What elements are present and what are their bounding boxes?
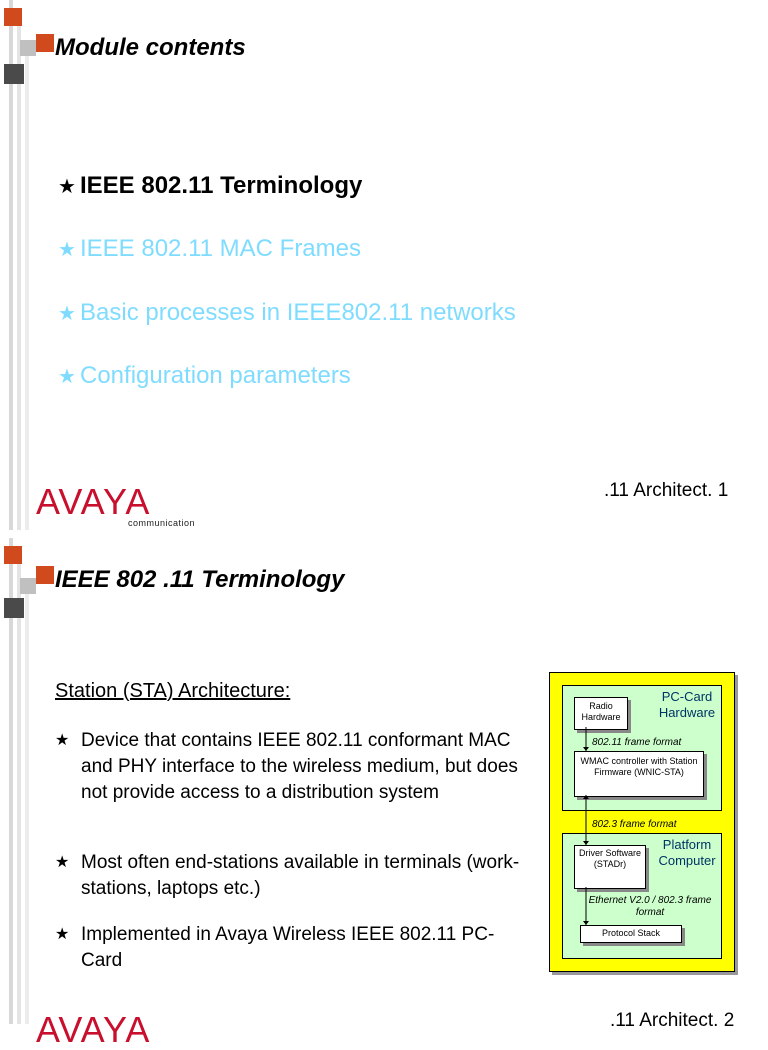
bullet-text: Configuration parameters (80, 362, 351, 389)
connector-arrows (550, 673, 734, 971)
bullet-item (55, 922, 535, 974)
bullet-item (58, 299, 516, 327)
bullet-item (58, 172, 362, 200)
bullet-text: IEEE 802.11 MAC Frames (80, 235, 361, 262)
bullet-text: Basic processes in IEEE802.11 networks (80, 299, 516, 326)
subheading: Station (STA) Architecture: (55, 680, 291, 702)
logo-subtitle: communication (128, 518, 196, 528)
radio-hardware-box: Radio Hardware (574, 697, 628, 730)
bullet-text: Device that contains IEEE 802.11 conformant MAC and PHY interface to the wireless medium, but does not provide access to a distribution system (81, 730, 518, 803)
platform-label: Platform Computer (658, 837, 716, 868)
slide-footer: .11 Architect. 2 (610, 1010, 735, 1031)
star-icon: ★ (55, 732, 70, 749)
bullet-item (55, 850, 535, 902)
slide-footer: .11 Architect. 1 (604, 480, 729, 501)
format-label: 802.3 frame format (592, 819, 677, 830)
corner-decoration (0, 538, 60, 1024)
bullet-item (58, 362, 351, 390)
bullet-item (58, 235, 361, 263)
avaya-logo (36, 1009, 151, 1050)
star-icon: ★ (58, 303, 76, 325)
protocol-stack-box: Protocol Stack (580, 925, 682, 943)
station-architecture-diagram (549, 672, 735, 972)
driver-software-box: Driver Software (STADr) (574, 845, 646, 889)
format-label: 802.11 frame format (592, 737, 682, 748)
format-label: Ethernet V2.0 / 802.3 frame format (588, 895, 712, 918)
slide-title: Module contents (55, 34, 246, 61)
slide-title: IEEE 802 .11 Terminology (55, 566, 345, 593)
star-icon: ★ (55, 854, 70, 871)
wmac-controller-box: WMAC controller with Station Firmware (WNIC-STA) (574, 751, 704, 797)
logo-wordmark: AVAYA (36, 481, 151, 522)
star-icon: ★ (55, 926, 70, 943)
bullet-text: IEEE 802.11 Terminology (80, 172, 363, 199)
bullet-text: Implemented in Avaya Wireless IEEE 802.11 PC-Card (81, 924, 495, 971)
star-icon: ★ (58, 176, 76, 198)
bullet-item (55, 728, 535, 806)
avaya-logo (36, 481, 196, 528)
logo-wordmark: AVAYA (36, 1009, 151, 1050)
star-icon: ★ (58, 366, 76, 388)
star-icon: ★ (58, 239, 76, 261)
bullet-text: Most often end-stations available in terminals (work-stations, laptops etc.) (81, 852, 520, 899)
corner-decoration (0, 0, 60, 530)
pccard-label: PC-Card Hardware (658, 689, 716, 720)
